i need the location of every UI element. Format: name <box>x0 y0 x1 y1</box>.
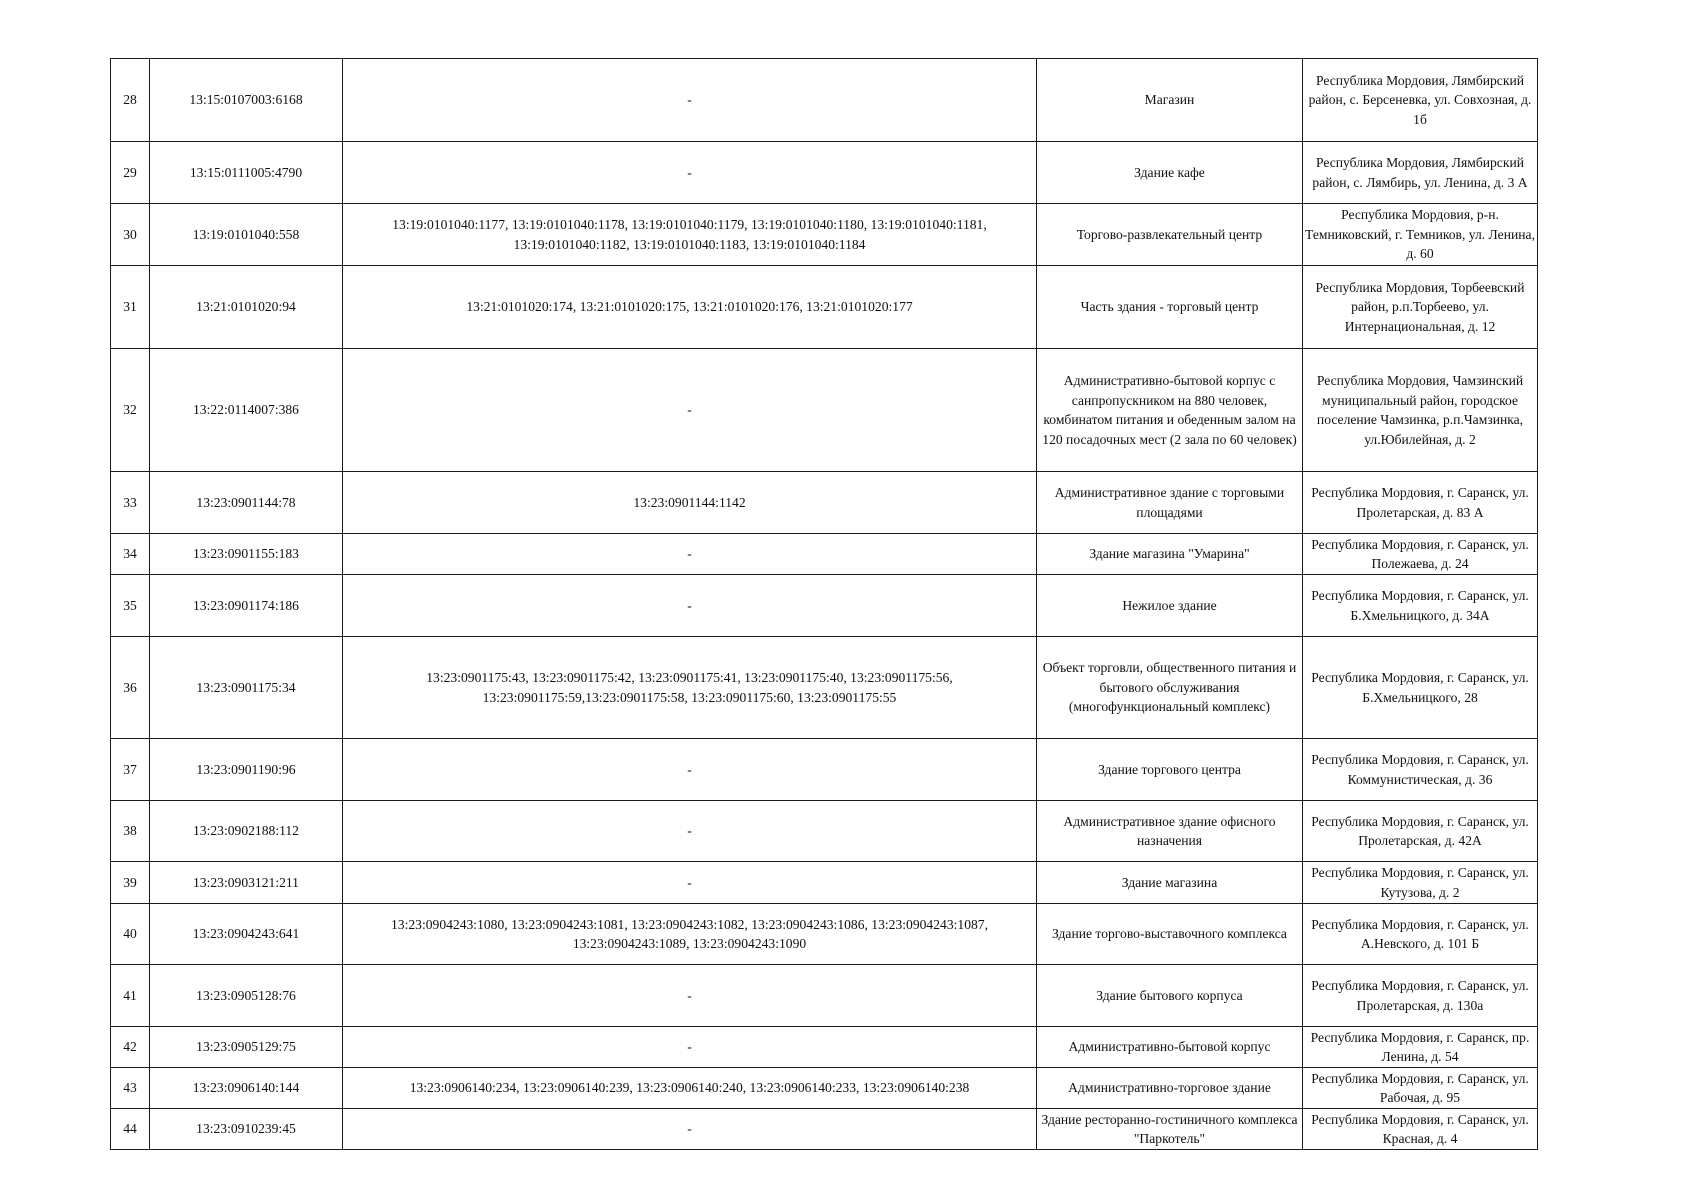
related-cadastral-numbers: - <box>343 534 1037 575</box>
object-name: Здание торгово-выставочного комплекса <box>1037 904 1303 965</box>
cadastral-number: 13:23:0903121:211 <box>150 862 343 904</box>
object-name: Магазин <box>1037 59 1303 142</box>
table-row <box>111 904 1538 965</box>
table-row <box>111 472 1538 534</box>
related-cadastral-numbers: - <box>343 801 1037 862</box>
row-number: 34 <box>111 534 150 575</box>
object-address: Республика Мордовия, Лямбирский район, с. Лямбирь, ул. Ленина, д. 3 А <box>1303 142 1538 204</box>
object-address: Республика Мордовия, г. Саранск, ул. А.Невского, д. 101 Б <box>1303 904 1538 965</box>
table-row <box>111 204 1538 266</box>
object-name: Здание ресторанно-гостиничного комплекса "Паркотель" <box>1037 1109 1303 1150</box>
object-name: Нежилое здание <box>1037 575 1303 637</box>
related-cadastral-numbers: - <box>343 349 1037 472</box>
row-number: 41 <box>111 965 150 1027</box>
cadastral-number: 13:23:0910239:45 <box>150 1109 343 1150</box>
object-name: Объект торговли, общественного питания и бытового обслуживания (многофункциональный комплекс) <box>1037 637 1303 739</box>
object-address: Республика Мордовия, г. Саранск, ул. Пролетарская, д. 83 А <box>1303 472 1538 534</box>
object-name: Торгово-развлекательный центр <box>1037 204 1303 266</box>
object-address: Республика Мордовия, г. Саранск, ул. Рабочая, д. 95 <box>1303 1068 1538 1109</box>
object-name: Здание магазина <box>1037 862 1303 904</box>
row-number: 28 <box>111 59 150 142</box>
table-row <box>111 862 1538 904</box>
row-number: 39 <box>111 862 150 904</box>
row-number: 36 <box>111 637 150 739</box>
row-number: 38 <box>111 801 150 862</box>
row-number: 44 <box>111 1109 150 1150</box>
row-number: 40 <box>111 904 150 965</box>
property-registry-table <box>110 58 1538 1150</box>
object-name: Административно-бытовой корпус <box>1037 1027 1303 1068</box>
related-cadastral-numbers: - <box>343 1027 1037 1068</box>
object-name: Административное здание с торговыми площадями <box>1037 472 1303 534</box>
cadastral-number: 13:23:0901190:96 <box>150 739 343 801</box>
object-name: Здание кафе <box>1037 142 1303 204</box>
table-row <box>111 575 1538 637</box>
row-number: 35 <box>111 575 150 637</box>
object-address: Республика Мордовия, г. Саранск, ул. Б.Хмельницкого, 28 <box>1303 637 1538 739</box>
row-number: 37 <box>111 739 150 801</box>
cadastral-number: 13:23:0904243:641 <box>150 904 343 965</box>
row-number: 32 <box>111 349 150 472</box>
table-row <box>111 349 1538 472</box>
object-name: Административно-бытовой корпус с санпропускником на 880 человек, комбинатом питания и обеденным залом на 120 посадочных мест (2 зала по 60 человек) <box>1037 349 1303 472</box>
object-address: Республика Мордовия, г. Саранск, пр. Ленина, д. 54 <box>1303 1027 1538 1068</box>
object-name: Здание торгового центра <box>1037 739 1303 801</box>
object-address: Республика Мордовия, Торбеевский район, р.п.Торбеево, ул. Интернациональная, д. 12 <box>1303 266 1538 349</box>
table-row <box>111 59 1538 142</box>
cadastral-number: 13:23:0902188:112 <box>150 801 343 862</box>
related-cadastral-numbers: - <box>343 1109 1037 1150</box>
related-cadastral-numbers: 13:21:0101020:174, 13:21:0101020:175, 13:21:0101020:176, 13:21:0101020:177 <box>343 266 1037 349</box>
cadastral-number: 13:23:0906140:144 <box>150 1068 343 1109</box>
cadastral-number: 13:23:0905129:75 <box>150 1027 343 1068</box>
related-cadastral-numbers: 13:23:0904243:1080, 13:23:0904243:1081, 13:23:0904243:1082, 13:23:0904243:1086, 13:23:0904243:1087, 13:23:0904243:1089, 13:23:0904243:1090 <box>343 904 1037 965</box>
object-address: Республика Мордовия, г. Саранск, ул. Полежаева, д. 24 <box>1303 534 1538 575</box>
table-row <box>111 637 1538 739</box>
cadastral-number: 13:23:0905128:76 <box>150 965 343 1027</box>
table-row <box>111 801 1538 862</box>
row-number: 42 <box>111 1027 150 1068</box>
cadastral-number: 13:15:0111005:4790 <box>150 142 343 204</box>
cadastral-number: 13:23:0901175:34 <box>150 637 343 739</box>
related-cadastral-numbers: - <box>343 142 1037 204</box>
table-row <box>111 534 1538 575</box>
object-address: Республика Мордовия, Чамзинский муниципальный район, городское поселение Чамзинка, р.п.Чамзинка, ул.Юбилейная, д. 2 <box>1303 349 1538 472</box>
object-address: Республика Мордовия, Лямбирский район, с. Берсеневка, ул. Совхозная, д. 1б <box>1303 59 1538 142</box>
table-row <box>111 142 1538 204</box>
object-name: Часть здания - торговый центр <box>1037 266 1303 349</box>
object-address: Республика Мордовия, г. Саранск, ул. Пролетарская, д. 42А <box>1303 801 1538 862</box>
object-name: Административное здание офисного назначения <box>1037 801 1303 862</box>
row-number: 43 <box>111 1068 150 1109</box>
table-row <box>111 266 1538 349</box>
related-cadastral-numbers: - <box>343 965 1037 1027</box>
table-row <box>111 1027 1538 1068</box>
row-number: 33 <box>111 472 150 534</box>
cadastral-number: 13:15:0107003:6168 <box>150 59 343 142</box>
table-row <box>111 965 1538 1027</box>
related-cadastral-numbers: - <box>343 862 1037 904</box>
object-name: Здание бытового корпуса <box>1037 965 1303 1027</box>
cadastral-number: 13:22:0114007:386 <box>150 349 343 472</box>
related-cadastral-numbers: 13:23:0901144:1142 <box>343 472 1037 534</box>
related-cadastral-numbers: - <box>343 59 1037 142</box>
object-address: Республика Мордовия, г. Саранск, ул. Б.Хмельницкого, д. 34А <box>1303 575 1538 637</box>
related-cadastral-numbers: - <box>343 575 1037 637</box>
table-row <box>111 1068 1538 1109</box>
object-address: Республика Мордовия, г. Саранск, ул. Пролетарская, д. 130а <box>1303 965 1538 1027</box>
cadastral-number: 13:19:0101040:558 <box>150 204 343 266</box>
row-number: 29 <box>111 142 150 204</box>
cadastral-number: 13:23:0901144:78 <box>150 472 343 534</box>
object-address: Республика Мордовия, г. Саранск, ул. Красная, д. 4 <box>1303 1109 1538 1150</box>
row-number: 31 <box>111 266 150 349</box>
object-address: Республика Мордовия, г. Саранск, ул. Кутузова, д. 2 <box>1303 862 1538 904</box>
cadastral-number: 13:23:0901155:183 <box>150 534 343 575</box>
row-number: 30 <box>111 204 150 266</box>
object-name: Административно-торговое здание <box>1037 1068 1303 1109</box>
cadastral-number: 13:23:0901174:186 <box>150 575 343 637</box>
object-name: Здание магазина "Умарина" <box>1037 534 1303 575</box>
table-row <box>111 739 1538 801</box>
related-cadastral-numbers: 13:23:0906140:234, 13:23:0906140:239, 13:23:0906140:240, 13:23:0906140:233, 13:23:0906140:238 <box>343 1068 1037 1109</box>
cadastral-number: 13:21:0101020:94 <box>150 266 343 349</box>
table-row <box>111 1109 1538 1150</box>
object-address: Республика Мордовия, г. Саранск, ул. Коммунистическая, д. 36 <box>1303 739 1538 801</box>
related-cadastral-numbers: 13:19:0101040:1177, 13:19:0101040:1178, 13:19:0101040:1179, 13:19:0101040:1180, 13:19:0101040:1181, 13:19:0101040:1182, 13:19:0101040:1183, 13:19:0101040:1184 <box>343 204 1037 266</box>
related-cadastral-numbers: 13:23:0901175:43, 13:23:0901175:42, 13:23:0901175:41, 13:23:0901175:40, 13:23:0901175:56, 13:23:0901175:59,13:23:0901175:58, 13:23:0901175:60, 13:23:0901175:55 <box>343 637 1037 739</box>
related-cadastral-numbers: - <box>343 739 1037 801</box>
object-address: Республика Мордовия, р-н. Темниковский, г. Темников, ул. Ленина, д. 60 <box>1303 204 1538 266</box>
